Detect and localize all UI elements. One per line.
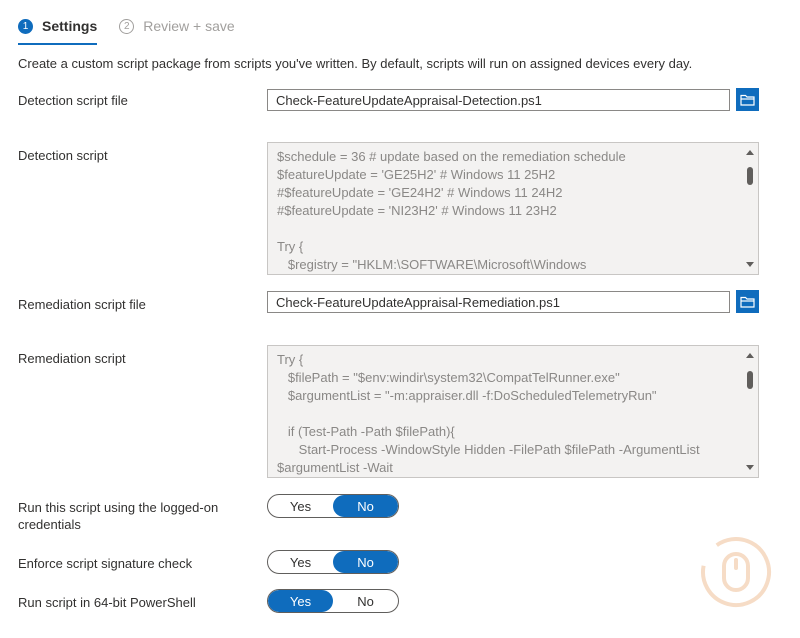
step-number-badge: 2 bbox=[119, 19, 134, 34]
code-line: Try { bbox=[277, 239, 304, 254]
powershell-64bit-toggle[interactable] bbox=[267, 589, 399, 613]
detection-script-textarea[interactable] bbox=[267, 142, 759, 275]
code-line: $filePath = "$env:windir\system32\CompatTelRunner.exe" bbox=[277, 370, 620, 385]
code-line bbox=[277, 220, 738, 238]
remediation-script-textarea[interactable] bbox=[267, 345, 759, 478]
scroll-thumb[interactable] bbox=[747, 371, 753, 389]
code-line: $featureUpdate = 'GE25H2' # Windows 11 25H2 bbox=[277, 167, 556, 182]
remediation-file-input[interactable] bbox=[267, 291, 730, 313]
detection-script-label: Detection script bbox=[18, 148, 108, 163]
code-line: $argumentList -Wait bbox=[277, 460, 393, 475]
step-number-badge: 1 bbox=[18, 19, 33, 34]
scroll-thumb[interactable] bbox=[747, 167, 753, 185]
tab-settings-label: Settings bbox=[42, 18, 98, 34]
code-line: Try { bbox=[277, 352, 304, 367]
tab-review-save-label: Review + save bbox=[143, 18, 235, 34]
yes-option[interactable]: Yes bbox=[289, 498, 312, 514]
logged-on-credentials-toggle[interactable] bbox=[267, 494, 399, 518]
tab-settings[interactable] bbox=[18, 12, 97, 40]
no-option[interactable]: No bbox=[333, 551, 398, 573]
scroll-up-icon[interactable] bbox=[746, 353, 754, 358]
code-line bbox=[277, 405, 738, 423]
detection-file-input[interactable] bbox=[267, 89, 730, 111]
tab-review-save[interactable] bbox=[119, 12, 234, 40]
code-line: #$featureUpdate = 'GE24H2' # Windows 11 24H2 bbox=[277, 185, 563, 200]
scroll-down-icon[interactable] bbox=[746, 465, 754, 470]
code-line: $argumentList = "-m:appraiser.dll -f:DoScheduledTelemetryRun" bbox=[277, 388, 657, 403]
detection-scrollbar[interactable] bbox=[744, 147, 756, 270]
scroll-up-icon[interactable] bbox=[746, 150, 754, 155]
detection-browse-button[interactable] bbox=[736, 88, 759, 111]
remediation-script-label: Remediation script bbox=[18, 351, 126, 366]
code-line: Start-Process -WindowStyle Hidden -FilePath $filePath -ArgumentList bbox=[277, 442, 700, 457]
folder-icon bbox=[740, 94, 755, 106]
folder-icon bbox=[740, 296, 755, 308]
code-line: #$featureUpdate = 'NI23H2' # Windows 11 23H2 bbox=[277, 203, 557, 218]
yes-option[interactable]: Yes bbox=[268, 590, 333, 612]
code-line: $schedule = 36 # update based on the remediation schedule bbox=[277, 149, 626, 164]
detection-file-label: Detection script file bbox=[18, 93, 128, 108]
detection-script-lines bbox=[277, 148, 738, 274]
no-option[interactable]: No bbox=[333, 495, 398, 517]
powershell-64bit-label: Run script in 64-bit PowerShell bbox=[18, 595, 196, 610]
wizard-tabs bbox=[18, 12, 257, 40]
no-option[interactable]: No bbox=[357, 593, 374, 609]
yes-option[interactable]: Yes bbox=[289, 554, 312, 570]
scroll-down-icon[interactable] bbox=[746, 262, 754, 267]
signature-check-toggle[interactable] bbox=[267, 550, 399, 574]
remediation-script-lines bbox=[277, 351, 738, 477]
remediation-file-label: Remediation script file bbox=[18, 297, 146, 312]
mouse-watermark-icon bbox=[698, 534, 774, 610]
code-line: if (Test-Path -Path $filePath){ bbox=[277, 424, 455, 439]
remediation-browse-button[interactable] bbox=[736, 290, 759, 313]
remediation-scrollbar[interactable] bbox=[744, 350, 756, 473]
intro-text: Create a custom script package from scripts you've written. By default, scripts will run on assigned devices every day. bbox=[18, 56, 693, 71]
signature-check-label: Enforce script signature check bbox=[18, 556, 193, 571]
code-line: $registry = "HKLM:\SOFTWARE\Microsoft\Windows bbox=[277, 257, 587, 272]
logged-on-credentials-label: Run this script using the logged-on credentials bbox=[18, 500, 219, 532]
